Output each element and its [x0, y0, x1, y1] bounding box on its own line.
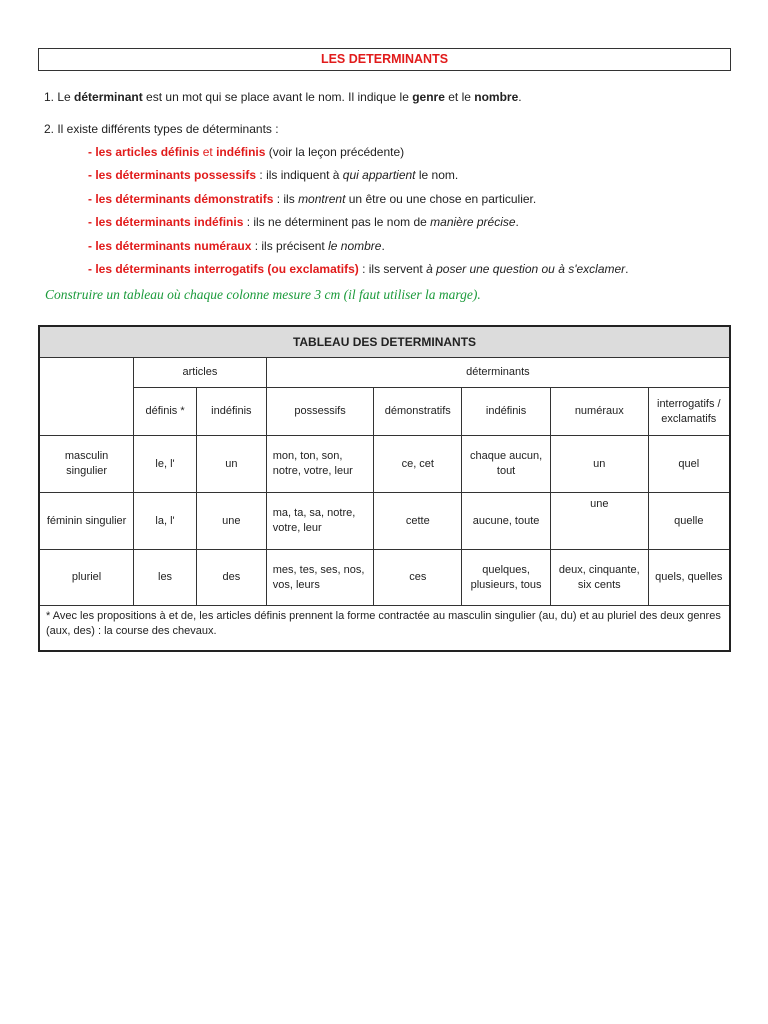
table-cell: une [550, 493, 648, 550]
table-footnote: * Avec les propositions à et de, les articles définis prennent la forme contractée au masculin singulier (au, du) et au pluriel des deux genres (aux, des) : la course des chevaux. [39, 606, 730, 652]
keyword-genre: genre [412, 90, 445, 104]
item-text: un être ou une chose en particulier. [345, 191, 537, 206]
table-cell: un [550, 436, 648, 493]
table-cell: quelle [648, 493, 730, 550]
item-text: : ils servent [358, 261, 427, 276]
item-term: - les déterminants démonstratifs [88, 191, 274, 206]
table-cell: quel [648, 436, 730, 493]
item-term: - les articles définis [88, 145, 203, 159]
table-cell: quelques, plusieurs, tous [462, 550, 551, 606]
table-cell: aucune, toute [462, 493, 551, 550]
item-text: (voir la leçon précédente) [265, 145, 405, 159]
list-item [88, 191, 629, 214]
column-header: définis * [134, 388, 197, 436]
table-cell: la, l' [134, 493, 197, 550]
item-italic: à poser une question ou à s'exclamer [426, 261, 626, 276]
table-row [39, 436, 730, 493]
table-cell: cette [374, 493, 462, 550]
corner-cell [39, 358, 134, 436]
title-box [38, 48, 731, 71]
table-cell: une [196, 493, 266, 550]
determinants-table [38, 325, 731, 652]
item-term: - les déterminants indéfinis [88, 215, 244, 230]
table-cell: mon, ton, son, notre, votre, leur [266, 436, 374, 493]
list-item [88, 214, 629, 237]
table-cell: quels, quelles [648, 550, 730, 606]
item-text: : ils indiquent à [256, 168, 343, 183]
keyword-determinant: déterminant [74, 90, 143, 104]
group-header-articles: articles [134, 358, 267, 388]
item-text: . [625, 261, 629, 276]
text-fragment: est un mot qui se place avant le nom. Il indique le [142, 90, 413, 104]
table-cell: ce, cet [374, 436, 462, 493]
table-row [39, 493, 730, 550]
table-cell: les [134, 550, 197, 606]
page-title: LES DETERMINANTS [320, 52, 449, 66]
group-header-determinants: déterminants [266, 358, 730, 388]
table-cell: ma, ta, sa, notre, votre, leur [266, 493, 374, 550]
row-label: féminin singulier [39, 493, 134, 550]
table-cell: des [196, 550, 266, 606]
list-item [88, 238, 629, 261]
table-cell: mes, tes, ses, nos, vos, leurs [266, 550, 374, 606]
item-text: : ils précisent [251, 238, 329, 253]
table-row [39, 550, 730, 606]
table-cell: ces [374, 550, 462, 606]
item-italic: manière précise [430, 215, 516, 230]
instruction-text: Construire un tableau où chaque colonne mesure 3 cm (il faut utiliser la marge). [45, 287, 481, 302]
table-cell: un [196, 436, 266, 493]
item-italic: montrent [298, 191, 346, 206]
row-label: masculin singulier [39, 436, 134, 493]
table-cell: chaque aucun, tout [462, 436, 551, 493]
item-text: : ils [273, 191, 299, 206]
list-item [88, 144, 629, 167]
text-fragment: et le [444, 90, 475, 104]
item-text: le nom. [415, 168, 459, 183]
column-header: numéraux [550, 388, 648, 436]
column-header: possessifs [266, 388, 374, 436]
row-label: pluriel [39, 550, 134, 606]
item-text: : ils ne déterminent pas le nom de [243, 215, 431, 230]
column-header: démonstratifs [374, 388, 462, 436]
types-list [88, 144, 629, 284]
item-italic: qui appartient [342, 168, 416, 183]
item-italic: le nombre [328, 238, 382, 253]
item-text: . [381, 238, 385, 253]
definition-paragraph [44, 89, 522, 105]
item-term: et [202, 145, 213, 159]
table-cell: deux, cinquante, six cents [550, 550, 648, 606]
item-term: - les déterminants possessifs [88, 168, 257, 183]
column-header: indéfinis [196, 388, 266, 436]
keyword-nombre: nombre [474, 90, 519, 104]
list-item [88, 261, 629, 284]
text-fragment: . [518, 90, 522, 104]
item-term: indéfinis [212, 145, 266, 159]
item-text: . [515, 215, 519, 230]
list-item [88, 167, 629, 190]
column-header: interrogatifs / exclamatifs [648, 388, 730, 436]
item-term: - les déterminants interrogatifs (ou exclamatifs) [88, 261, 359, 276]
table-cell: le, l' [134, 436, 197, 493]
item-term: - les déterminants numéraux [88, 238, 252, 253]
text-fragment: 1. Le [44, 90, 75, 104]
column-header: indéfinis [462, 388, 551, 436]
table-title: TABLEAU DES DETERMINANTS [39, 326, 730, 358]
types-intro: 2. Il existe différents types de déterminants : [44, 122, 279, 136]
